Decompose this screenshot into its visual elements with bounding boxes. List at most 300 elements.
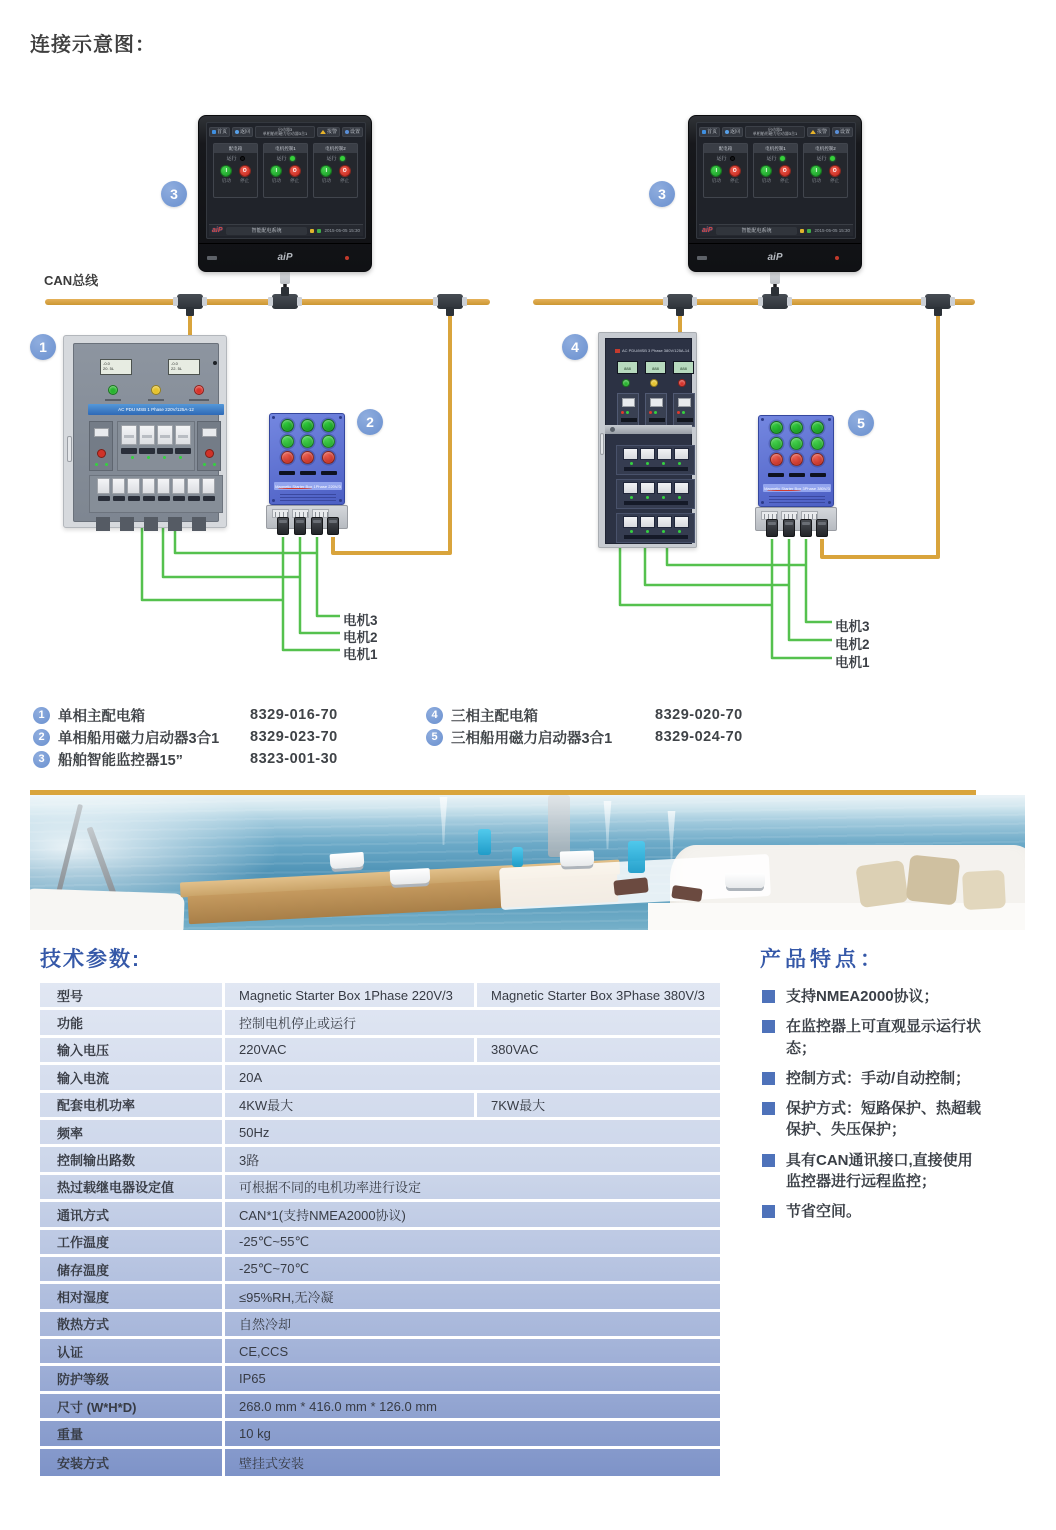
legend-label: 三相主配电箱 bbox=[451, 708, 538, 725]
control-module bbox=[89, 421, 113, 471]
feature-text: 保护方式：短路保护、热超载保护、失压保护； bbox=[786, 1100, 982, 1139]
box1-banner: AC PDU MSB 1 Phase 220V/125A-12 bbox=[88, 404, 224, 415]
spec-label: 输入电流 bbox=[40, 1065, 225, 1089]
starter-banner: Magnetic Starter Box 1Phase 220V/3 bbox=[275, 483, 341, 489]
legend-label: 单相主配电箱 bbox=[58, 708, 145, 725]
spec-row bbox=[40, 1449, 720, 1476]
spec-value-1: -25℃~55℃ bbox=[239, 1233, 310, 1249]
legend-part-number: 8329-016-70 bbox=[250, 707, 338, 723]
warn-light-yellow bbox=[151, 385, 161, 395]
white-bowl bbox=[330, 852, 365, 869]
spec-row bbox=[40, 1284, 720, 1311]
bullet-square-icon bbox=[762, 1154, 775, 1167]
t-connector bbox=[177, 294, 203, 309]
spec-row bbox=[40, 1257, 720, 1284]
panel-title: 电机控制1 bbox=[754, 144, 797, 153]
vents bbox=[769, 496, 825, 504]
badge-5: 5 bbox=[848, 410, 874, 436]
legend-label: 单相船用磁力启动器3合1 bbox=[58, 730, 220, 747]
spec-row bbox=[40, 1010, 720, 1037]
spec-value-2: 380VAC bbox=[491, 1042, 539, 1058]
panel-title: 配电箱 bbox=[704, 144, 747, 153]
monitor-screen bbox=[206, 122, 366, 239]
feature-text: 支持NMEA2000协议； bbox=[786, 988, 939, 1005]
motor-panel: 电机控制1 运行 I 启动 O 停止 bbox=[263, 143, 308, 198]
bullet-square-icon bbox=[762, 1102, 775, 1115]
spec-label: 认证 bbox=[40, 1339, 225, 1363]
indicator-button-green[interactable] bbox=[790, 421, 803, 434]
home-icon bbox=[702, 130, 706, 134]
network-status-icon bbox=[807, 229, 811, 233]
brand-logo: aiP bbox=[767, 252, 783, 263]
t-connector bbox=[272, 294, 298, 309]
screen-title: 启动器3 单相船用磁力启动器3合1 bbox=[255, 126, 315, 138]
monitor-anchor-right bbox=[688, 115, 862, 272]
indicator-button-green[interactable] bbox=[301, 419, 314, 432]
power-meter-lcd: 888 bbox=[617, 361, 638, 374]
distribution-box-single-phase bbox=[63, 335, 227, 528]
diagram-title: 连接示意图： bbox=[30, 34, 156, 56]
button-labels bbox=[766, 473, 828, 477]
starter-buttons bbox=[766, 421, 828, 466]
gear-icon bbox=[345, 130, 349, 134]
spec-value-1: ≤95%RH,无冷凝 bbox=[239, 1289, 334, 1305]
parts-legend-left bbox=[33, 704, 423, 770]
alarm-button[interactable]: 报警 bbox=[317, 127, 340, 137]
legend-part-number: 8329-023-70 bbox=[250, 729, 338, 745]
door-handle[interactable] bbox=[67, 436, 72, 462]
usb-port-icon bbox=[697, 256, 707, 260]
home-button[interactable]: 首页 bbox=[699, 127, 720, 137]
panel-title: 配电箱 bbox=[214, 144, 257, 153]
legend-label: 船舶智能监控器15” bbox=[58, 752, 183, 769]
starter-banner: Magnetic Starter Box 3Phase 380V/3 bbox=[764, 485, 830, 491]
motor-label: 电机1 bbox=[343, 647, 378, 662]
spec-value-1: 10 kg bbox=[239, 1425, 271, 1441]
status-label: 运行 bbox=[276, 155, 287, 162]
cable-gland bbox=[800, 519, 812, 537]
settings-button[interactable]: 设置 bbox=[342, 127, 363, 137]
motor-label: 电机2 bbox=[835, 637, 870, 652]
legend-badge: 4 bbox=[426, 707, 443, 724]
power-meter-lcd: 888 bbox=[645, 361, 666, 374]
panel-title: 电机控制2 bbox=[314, 144, 357, 153]
feature-item bbox=[762, 986, 1034, 1007]
gold-divider-bar bbox=[30, 790, 976, 795]
spec-value-1: 4KW最大 bbox=[225, 1093, 477, 1117]
blue-glass bbox=[512, 847, 523, 867]
t-connector bbox=[437, 294, 463, 309]
pillow bbox=[855, 860, 908, 908]
blue-glass bbox=[628, 841, 645, 873]
spec-value-1: 20A bbox=[239, 1069, 263, 1085]
spec-row bbox=[40, 1339, 720, 1366]
spec-row bbox=[40, 1230, 720, 1257]
status-label: 运行 bbox=[226, 155, 237, 162]
legend-part-number: 8329-020-70 bbox=[655, 707, 743, 723]
start-button[interactable]: I bbox=[320, 165, 332, 177]
power-led bbox=[835, 256, 839, 260]
indicator-dot bbox=[213, 361, 217, 365]
back-icon bbox=[235, 130, 239, 134]
t-connector bbox=[667, 294, 693, 309]
legend-item bbox=[426, 726, 816, 748]
feature-text: 在监控器上可直观显示运行状态； bbox=[786, 1018, 982, 1057]
spec-label: 重量 bbox=[40, 1421, 225, 1445]
home-icon bbox=[212, 130, 216, 134]
bullet-square-icon bbox=[762, 1205, 775, 1218]
statusbar-text: 智能配电系统 bbox=[226, 227, 308, 235]
badge-4: 4 bbox=[562, 334, 588, 360]
cable-gland bbox=[277, 517, 289, 535]
indicator-button-green[interactable] bbox=[281, 419, 294, 432]
indicator-button-green[interactable] bbox=[322, 419, 335, 432]
distribution-box-three-phase bbox=[598, 332, 697, 548]
stop-button-red[interactable] bbox=[301, 451, 314, 464]
features-list bbox=[762, 986, 1034, 1232]
start-button[interactable]: I bbox=[220, 165, 232, 177]
brand-logo: aiP bbox=[702, 227, 713, 234]
control-module bbox=[617, 393, 639, 427]
start-button[interactable]: I bbox=[270, 165, 282, 177]
stop-button[interactable]: O bbox=[339, 165, 351, 177]
spec-value-1: IP65 bbox=[239, 1371, 266, 1387]
power-led bbox=[345, 256, 349, 260]
magnetic-starter-box bbox=[266, 413, 348, 538]
status-led bbox=[290, 156, 295, 161]
t-connector bbox=[762, 294, 788, 309]
button-labels bbox=[277, 471, 339, 475]
specs-table bbox=[40, 983, 720, 1476]
white-bowl bbox=[390, 868, 431, 885]
motor-panel: 电机控制1 运行 I 启动 O 停止 bbox=[753, 143, 798, 198]
stop-button-red[interactable] bbox=[281, 451, 294, 464]
brand-logo: aiP bbox=[212, 227, 223, 234]
monitor-stand bbox=[280, 271, 290, 284]
statusbar-text: 智能配电系统 bbox=[716, 227, 798, 235]
stop-button-red[interactable] bbox=[322, 451, 335, 464]
breaker-group bbox=[117, 421, 195, 471]
feature-text: 具有CAN通讯接口,直接使用监控器进行远程监控； bbox=[786, 1151, 973, 1191]
status-led bbox=[340, 156, 345, 161]
start-button-green[interactable] bbox=[322, 435, 335, 448]
breaker-row bbox=[616, 513, 695, 543]
alarm-icon bbox=[810, 130, 816, 134]
cable-gland bbox=[327, 517, 339, 535]
monitor-statusbar bbox=[699, 224, 853, 236]
can-bus-line-right bbox=[533, 299, 975, 305]
control-module bbox=[673, 393, 695, 427]
home-button[interactable]: 首页 bbox=[209, 127, 230, 137]
monitor-topbar bbox=[699, 125, 853, 138]
spec-label: 尺寸 (W*H*D) bbox=[40, 1394, 225, 1418]
network-status-icon bbox=[317, 229, 321, 233]
status-label: 运行 bbox=[816, 155, 827, 162]
spec-label: 相对湿度 bbox=[40, 1284, 225, 1308]
box4-header: AC PDU/MSB 3 Phase 380V/125A-14 bbox=[615, 348, 696, 353]
legend-badge: 5 bbox=[426, 729, 443, 746]
starter-anchor-three-phase bbox=[755, 415, 837, 540]
table-lantern bbox=[548, 795, 570, 857]
spec-row bbox=[40, 1312, 720, 1339]
spec-label: 防护等级 bbox=[40, 1366, 225, 1390]
monitor-topbar bbox=[209, 125, 363, 138]
panel-title: 电机控制1 bbox=[264, 144, 307, 153]
vents bbox=[280, 494, 336, 502]
bullet-square-icon bbox=[762, 1020, 775, 1033]
legend-item bbox=[33, 704, 423, 726]
cable-gland bbox=[766, 519, 778, 537]
start-button-green[interactable] bbox=[301, 435, 314, 448]
cable-gland bbox=[783, 519, 795, 537]
legend-item bbox=[33, 748, 423, 770]
start-button-green[interactable] bbox=[770, 437, 783, 450]
feature-item bbox=[762, 1098, 1034, 1141]
badge-2: 2 bbox=[357, 409, 383, 435]
control-module bbox=[197, 421, 221, 471]
alarm-icon bbox=[320, 130, 326, 134]
spec-value-1: 268.0 mm * 416.0 mm * 126.0 mm bbox=[239, 1398, 437, 1414]
stop-button[interactable]: O bbox=[239, 165, 251, 177]
spec-label: 安装方式 bbox=[40, 1449, 225, 1476]
stop-button-red[interactable] bbox=[770, 453, 783, 466]
power-meter-lcd: -0.0 22. 5L bbox=[168, 359, 200, 375]
spec-row bbox=[40, 1038, 720, 1065]
monitor-bezel bbox=[689, 243, 861, 271]
door-handle[interactable] bbox=[600, 433, 604, 455]
blue-glass bbox=[478, 829, 491, 855]
back-icon bbox=[725, 130, 729, 134]
spec-row bbox=[40, 983, 720, 1010]
starter-body bbox=[758, 415, 834, 507]
motor-panel: 配电箱 运行 I 启动 O 停止 bbox=[213, 143, 258, 198]
spec-row bbox=[40, 1147, 720, 1174]
spec-value-2: Magnetic Starter Box 3Phase 380V/3 bbox=[491, 987, 705, 1003]
motor-wires-left bbox=[142, 528, 340, 650]
feature-item bbox=[762, 1150, 1034, 1193]
can-bus-label: CAN总线 bbox=[44, 273, 99, 288]
indicator-button-green[interactable] bbox=[770, 421, 783, 434]
panel-title: 电机控制2 bbox=[804, 144, 847, 153]
feature-item bbox=[762, 1068, 1034, 1089]
monitor-bezel bbox=[199, 243, 371, 271]
stop-button[interactable]: O bbox=[729, 165, 741, 177]
power-meter-lcd: -0.0 20. 5L bbox=[100, 359, 132, 375]
spec-row bbox=[40, 1175, 720, 1202]
parts-legend-right bbox=[426, 704, 816, 748]
fault-light-red bbox=[678, 379, 686, 387]
cable-gland bbox=[816, 519, 828, 537]
spec-label: 配套电机功率 bbox=[40, 1093, 225, 1117]
start-button-green[interactable] bbox=[281, 435, 294, 448]
red-button[interactable] bbox=[205, 449, 214, 458]
run-light-green bbox=[108, 385, 118, 395]
spec-row bbox=[40, 1202, 720, 1229]
usb-port-icon bbox=[207, 256, 217, 260]
vents bbox=[96, 517, 216, 531]
starter-buttons bbox=[277, 419, 339, 464]
badge-3: 3 bbox=[649, 181, 675, 207]
spec-label: 工作温度 bbox=[40, 1230, 225, 1254]
legend-badge: 3 bbox=[33, 751, 50, 768]
monitor-cables bbox=[285, 283, 775, 300]
box4-panel bbox=[605, 338, 692, 544]
box1-panel bbox=[73, 343, 219, 522]
spec-value-1: 50Hz bbox=[239, 1124, 270, 1140]
status-led bbox=[730, 156, 735, 161]
run-light-green bbox=[622, 379, 630, 387]
spec-value-2: 7KW最大 bbox=[491, 1098, 546, 1114]
motor-wires-right bbox=[620, 539, 832, 658]
spec-label: 型号 bbox=[40, 983, 225, 1007]
monitor-screen bbox=[696, 122, 856, 239]
feature-item bbox=[762, 1201, 1034, 1222]
motor-panel: 电机控制2 运行 I 启动 O 停止 bbox=[313, 143, 358, 198]
alarm-button[interactable]: 报警 bbox=[807, 127, 830, 137]
motor-label: 电机3 bbox=[343, 613, 378, 628]
motor-label: 电机1 bbox=[835, 655, 870, 670]
spec-label: 通讯方式 bbox=[40, 1202, 225, 1226]
stop-button[interactable]: O bbox=[289, 165, 301, 177]
breaker-row bbox=[89, 475, 223, 513]
magnetic-starter-box bbox=[755, 415, 837, 540]
legend-badge: 1 bbox=[33, 707, 50, 724]
breaker-row bbox=[616, 479, 695, 509]
motor-panel: 电机控制2 运行 I 启动 O 停止 bbox=[803, 143, 848, 198]
fault-light-red bbox=[194, 385, 204, 395]
warn-light-yellow bbox=[650, 379, 658, 387]
feature-item bbox=[762, 1016, 1034, 1059]
back-button[interactable]: 返回 bbox=[232, 127, 253, 137]
starter-body bbox=[269, 413, 345, 505]
settings-button[interactable]: 设置 bbox=[832, 127, 853, 137]
spec-value-1: 220VAC bbox=[225, 1038, 477, 1062]
white-bowl bbox=[725, 873, 765, 888]
deck-seat bbox=[30, 888, 185, 930]
back-button[interactable]: 返回 bbox=[722, 127, 743, 137]
monitor-stand bbox=[770, 271, 780, 284]
legend-item bbox=[33, 726, 423, 748]
spec-label: 控制输出路数 bbox=[40, 1147, 225, 1171]
feature-text: 控制方式：手动/自动控制； bbox=[786, 1069, 971, 1087]
cabinet-divider bbox=[605, 425, 692, 434]
start-button[interactable]: I bbox=[810, 165, 822, 177]
spec-value-1: 壁挂式安装 bbox=[239, 1455, 305, 1471]
monitor-statusbar bbox=[209, 224, 363, 236]
indicator-button-green[interactable] bbox=[811, 421, 824, 434]
cable-gland bbox=[294, 517, 306, 535]
spec-row bbox=[40, 1421, 720, 1448]
motor-panel: 配电箱 运行 I 启动 O 停止 bbox=[703, 143, 748, 198]
status-led bbox=[780, 156, 785, 161]
spec-value-1: 控制电机停止或运行 bbox=[239, 1016, 357, 1032]
spec-label: 功能 bbox=[40, 1010, 225, 1034]
t-connector bbox=[925, 294, 951, 309]
spec-label: 储存温度 bbox=[40, 1257, 225, 1281]
specs-title: 技术参数: bbox=[40, 948, 141, 971]
datetime-label: 2015-05-05 15:30 bbox=[814, 228, 850, 233]
alarm-status-icon bbox=[310, 229, 314, 233]
gear-icon bbox=[835, 130, 839, 134]
spec-row bbox=[40, 1065, 720, 1092]
bullet-square-icon bbox=[762, 1072, 775, 1085]
yacht-deck-photo bbox=[30, 795, 1025, 930]
brand-logo bbox=[615, 349, 620, 353]
legend-label: 三相船用磁力启动器3合1 bbox=[451, 730, 613, 747]
start-button[interactable]: I bbox=[710, 165, 722, 177]
stop-button-red[interactable] bbox=[790, 453, 803, 466]
datetime-label: 2015-05-05 15:30 bbox=[324, 228, 360, 233]
spec-row bbox=[40, 1394, 720, 1421]
stop-button[interactable]: O bbox=[779, 165, 791, 177]
starter-anchor-single-phase bbox=[266, 413, 348, 538]
ship-smart-monitor bbox=[198, 115, 372, 272]
screen-title: 启动器3 单相船用磁力启动器3合1 bbox=[745, 126, 805, 138]
spec-value-1: 3路 bbox=[239, 1153, 260, 1169]
red-button[interactable] bbox=[97, 449, 106, 458]
legend-part-number: 8323-001-30 bbox=[250, 751, 338, 767]
spec-label: 热过载继电器设定值 bbox=[40, 1175, 225, 1199]
spec-value-1: CAN*1(支持NMEA2000协议) bbox=[239, 1207, 406, 1223]
motor-panels bbox=[703, 143, 848, 198]
spec-value-1: Magnetic Starter Box 1Phase 220V/3 bbox=[225, 983, 477, 1007]
status-label: 运行 bbox=[716, 155, 727, 162]
badge-3: 3 bbox=[161, 181, 187, 207]
status-led bbox=[240, 156, 245, 161]
control-module bbox=[645, 393, 667, 427]
features-title: 产品特点： bbox=[760, 948, 885, 971]
start-button[interactable]: I bbox=[760, 165, 772, 177]
spec-value-1: 可根据不同的电机功率进行设定 bbox=[239, 1180, 422, 1196]
spec-label: 散热方式 bbox=[40, 1312, 225, 1336]
cable-gland bbox=[311, 517, 323, 535]
alarm-status-icon bbox=[800, 229, 804, 233]
stop-button-red[interactable] bbox=[811, 453, 824, 466]
spec-value-1: CE,CCS bbox=[239, 1343, 289, 1359]
brand-logo: aiP bbox=[277, 252, 293, 263]
legend-part-number: 8329-024-70 bbox=[655, 729, 743, 745]
bullet-square-icon bbox=[762, 990, 775, 1003]
legend-item bbox=[426, 704, 816, 726]
status-label: 运行 bbox=[766, 155, 777, 162]
pillow bbox=[962, 870, 1006, 910]
spec-value-1: 自然冷却 bbox=[239, 1317, 292, 1333]
motor-label: 电机2 bbox=[343, 630, 378, 645]
spec-row bbox=[40, 1093, 720, 1120]
stop-button[interactable]: O bbox=[829, 165, 841, 177]
motor-panels bbox=[213, 143, 358, 198]
legend-badge: 2 bbox=[33, 729, 50, 746]
white-bowl bbox=[560, 850, 595, 866]
start-button-green[interactable] bbox=[811, 437, 824, 450]
spec-row bbox=[40, 1120, 720, 1147]
power-meter-lcd: 888 bbox=[673, 361, 694, 374]
monitor-anchor-left bbox=[198, 115, 372, 272]
spec-row bbox=[40, 1366, 720, 1393]
ship-smart-monitor bbox=[688, 115, 862, 272]
feature-text: 节省空间。 bbox=[786, 1203, 862, 1221]
start-button-green[interactable] bbox=[790, 437, 803, 450]
status-led bbox=[830, 156, 835, 161]
pillow bbox=[906, 855, 961, 906]
breaker-row bbox=[616, 445, 695, 475]
spec-label: 输入电压 bbox=[40, 1038, 225, 1062]
status-label: 运行 bbox=[326, 155, 337, 162]
spec-value-1: -25℃~70℃ bbox=[239, 1261, 310, 1277]
motor-label: 电机3 bbox=[835, 619, 870, 634]
badge-1: 1 bbox=[30, 334, 56, 360]
spec-label: 频率 bbox=[40, 1120, 225, 1144]
